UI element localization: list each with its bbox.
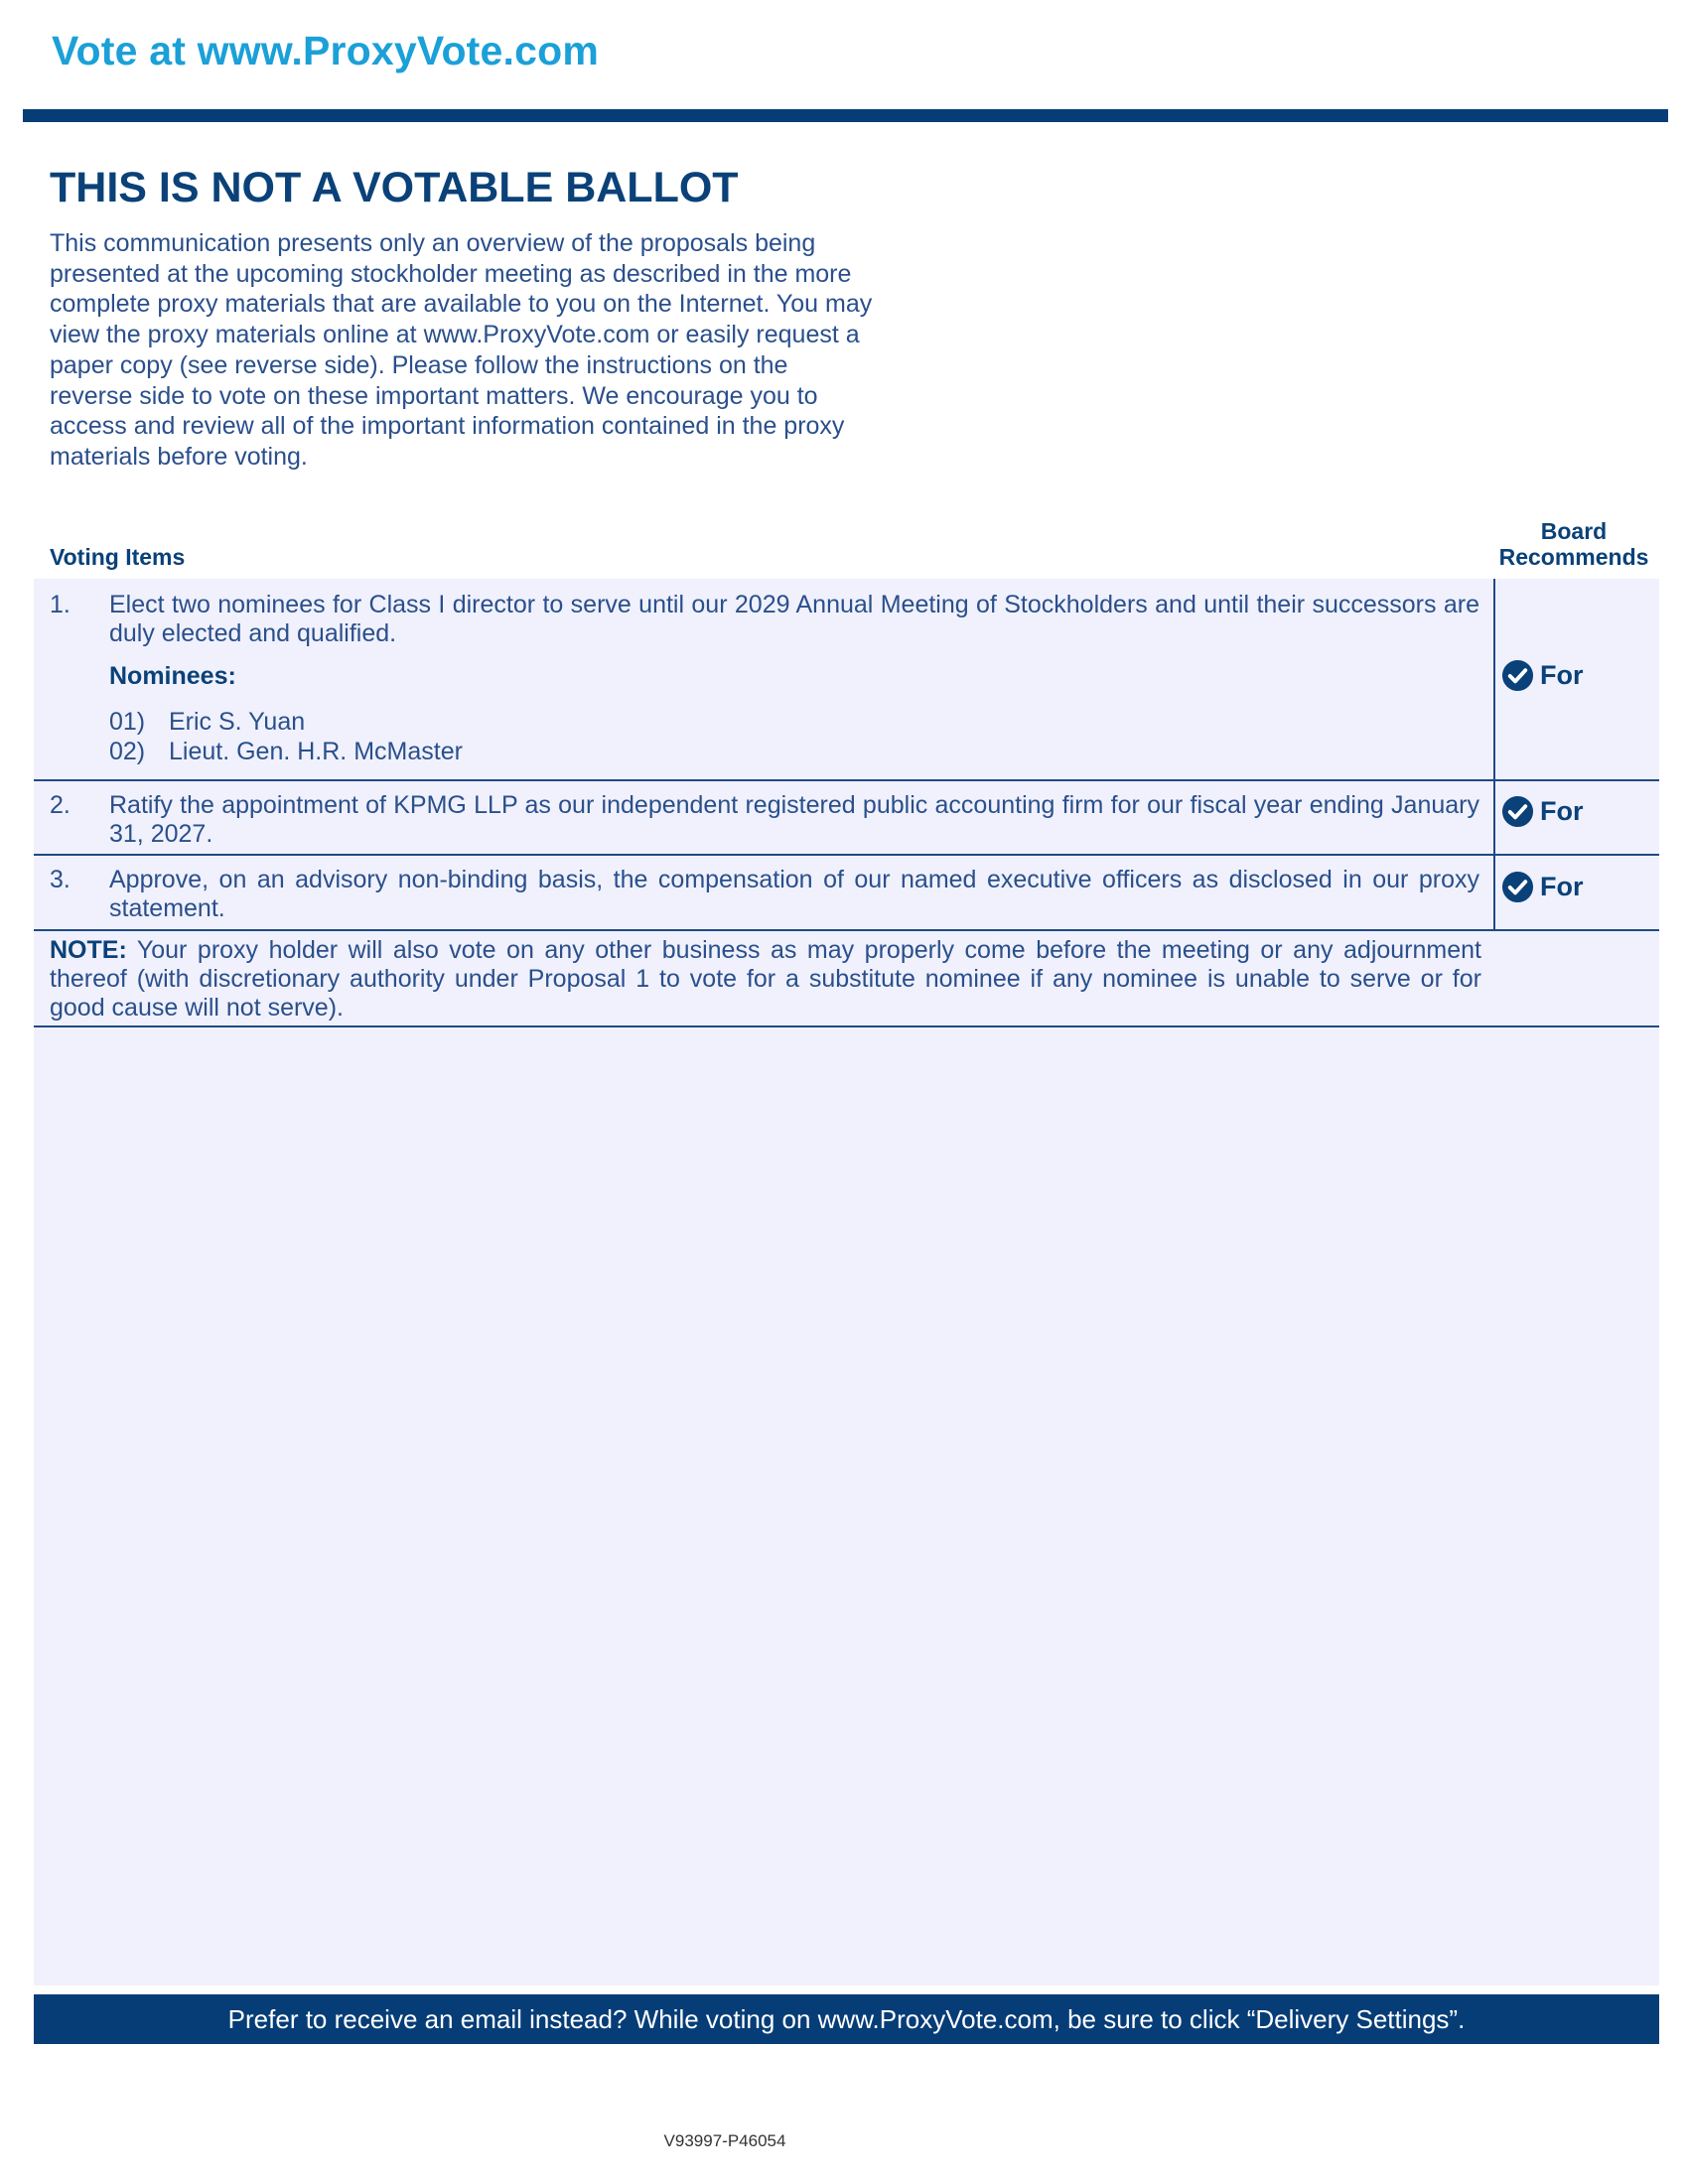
nominee-name: Lieut. Gen. H.R. McMaster (169, 738, 463, 765)
item-number: 3. (50, 866, 70, 893)
recommendation-item-3 (1501, 871, 1584, 903)
column-header-board-line2: Recommends (1498, 544, 1649, 570)
nominee-number: 02) (109, 738, 146, 765)
document-code: V93997-P46054 (663, 2131, 786, 2150)
recommendation-item-1 (1501, 659, 1584, 692)
footer-banner (34, 1994, 1659, 2044)
column-separator (1493, 781, 1495, 856)
voting-item-3 (34, 856, 1659, 931)
recommendation-label: For (1540, 872, 1584, 901)
nominee-name: Eric S. Yuan (169, 708, 306, 736)
item-description: Approve, on an advisory non-binding basis, the compensation of our named executive officers as disclosed in our proxy statement. (109, 866, 1479, 922)
item-description: Elect two nominees for Class I director to serve until our 2029 Annual Meeting of Stockholders and until their successors are duly elected and qualified. (109, 591, 1479, 647)
item-description: Ratify the appointment of KPMG LLP as our independent registered public accounting firm for our fiscal year ending January 31, 2027. (109, 791, 1479, 848)
nominees-label: Nominees: (109, 662, 236, 690)
nominee-item (109, 707, 305, 737)
ballot-heading: THIS IS NOT A VOTABLE BALLOT (50, 164, 739, 211)
check-circle-icon (1501, 871, 1534, 903)
voting-item-1 (34, 579, 1659, 781)
column-header-board (1489, 518, 1658, 570)
footer-message: Prefer to receive an email instead? While voting on www.ProxyVote.com, be sure to click “Delivery Settings”. (227, 2003, 1466, 2034)
intro-paragraph: This communication presents only an overview of the proposals being presented at the upcoming stockholder meeting as described in the more complete proxy materials that are available to you on the Internet. You may view the proxy materials online at www.ProxyVote.com or easily request a paper copy (see reverse side). Please follow the instructions on the reverse side to vote on these important matters. We encourage you to access and review all of the important information contained in the proxy materials before voting. (50, 229, 873, 471)
column-header-voting-items: Voting Items (50, 544, 186, 570)
nominee-number: 01) (109, 708, 146, 736)
header-rule (23, 109, 1668, 122)
check-circle-icon (1501, 659, 1534, 692)
note-text: Your proxy holder will also vote on any other business as may properly come before the meeting or any adjournment thereof (with discretionary authority under Proposal 1 to vote for a substitute nominee if any nominee is unable to serve or for good cause will not serve). (50, 936, 1481, 1022)
recommendation-label: For (1540, 660, 1584, 690)
note-label: NOTE: (50, 936, 127, 964)
item-number: 1. (50, 591, 70, 618)
column-separator (1493, 856, 1495, 931)
note-paragraph (50, 936, 1481, 1023)
recommendation-label: For (1540, 796, 1584, 826)
item-number: 2. (50, 791, 70, 819)
note-rule (34, 1025, 1659, 1027)
nominee-item (109, 737, 463, 766)
column-separator (1493, 579, 1495, 781)
recommendation-item-2 (1501, 795, 1584, 828)
header-title: Vote at www.ProxyVote.com (52, 28, 600, 73)
voting-item-2 (34, 781, 1659, 856)
check-circle-icon (1501, 795, 1534, 828)
column-header-board-line1: Board (1540, 518, 1608, 544)
